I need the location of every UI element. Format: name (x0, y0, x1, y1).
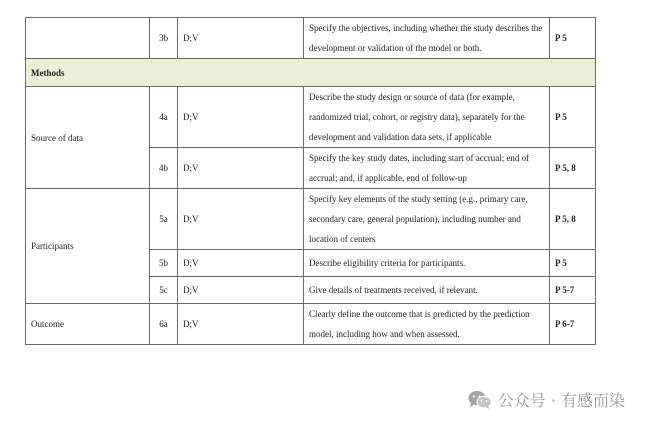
item-number: 4a (150, 87, 178, 148)
item-description: Specify the key study dates, including start of accrual; end of accrual; and, if applicable, end of follow-up (304, 148, 550, 189)
item-type: D;V (178, 189, 304, 250)
table-row (26, 18, 596, 59)
page-reference: P 5-7 (550, 277, 596, 304)
methods-heading: Methods (26, 59, 596, 87)
page-reference: P 6-7 (550, 304, 596, 345)
page-reference: P 5 (550, 250, 596, 277)
item-number: 5b (150, 250, 178, 277)
wechat-icon (468, 390, 492, 410)
item-type: D;V (178, 148, 304, 189)
section-cell (26, 18, 150, 59)
item-description: Specify the objectives, including whether the study describes the development or validation of the model or both. (304, 18, 550, 59)
page-reference: P 5 (550, 18, 596, 59)
section-outcome: Outcome (26, 304, 150, 345)
item-type: D;V (178, 87, 304, 148)
table-row (26, 304, 596, 345)
page-reference: P 5 (550, 87, 596, 148)
item-description: Give details of treatments received, if relevant. (304, 277, 550, 304)
methods-section-row (26, 59, 596, 87)
section-participants: Participants (26, 189, 150, 304)
item-type: D;V (178, 18, 304, 59)
item-number: 3b (150, 18, 178, 59)
item-number: 5c (150, 277, 178, 304)
item-number: 6a (150, 304, 178, 345)
item-description: Describe the study design or source of data (for example, randomized trial, cohort, or registry data), separately for the development and validation data sets, if applicable (304, 87, 550, 148)
checklist-table (25, 17, 596, 345)
table-row (26, 189, 596, 250)
item-number: 4b (150, 148, 178, 189)
page-reference: P 5, 8 (550, 148, 596, 189)
item-description: Clearly define the outcome that is predicted by the prediction model, including how and when assessed. (304, 304, 550, 345)
page-reference: P 5, 8 (550, 189, 596, 250)
section-source-of-data: Source of data (26, 87, 150, 189)
item-description: Describe eligibility criteria for participants. (304, 250, 550, 277)
item-type: D;V (178, 277, 304, 304)
item-description: Specify key elements of the study setting (e.g., primary care, secondary care, general population), including number and location of centers (304, 189, 550, 250)
table-row (26, 87, 596, 148)
item-number: 5a (150, 189, 178, 250)
watermark-text: 公众号 · 有感而染 (497, 391, 625, 410)
item-type: D;V (178, 250, 304, 277)
item-type: D;V (178, 304, 304, 345)
watermark (468, 388, 625, 411)
